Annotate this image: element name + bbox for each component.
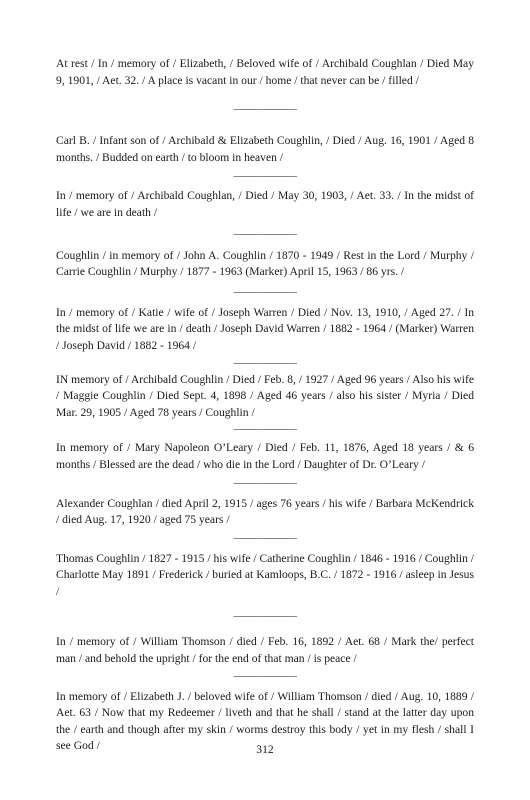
inscription-entry: Alexander Coughlan / died April 2, 1915 / ages 76 years / his wife / Barbara McKendrick / died Aug. 17, 1920 / aged 75 years /: [56, 496, 474, 527]
entry-separator: ——————: [233, 669, 297, 682]
entry-separator: ——————: [233, 531, 297, 544]
inscription-entry: In / memory of / Katie / wife of / Joseph Warren / Died / Nov. 13, 1910, / Aged 27. / In the midst of life we are in / death / Joseph David Warren / 1882 - 1964 / (Marker) Warren / Joseph David / 1882 - 1964 /: [56, 305, 474, 352]
inscription-entry: In / memory of / Archibald Coughlan, / Died / May 30, 1903, / Aet. 33. / In the midst of life / we are in death /: [56, 189, 474, 219]
entry-separator: ——————: [233, 227, 297, 240]
entry-separator: ——————: [233, 170, 297, 183]
entry-separator: ——————: [233, 610, 297, 623]
inscription-entry: In memory of / Elizabeth J. / beloved wife of / William Thomson / died / Aug. 10, 1889 / Aet. 63 / Now that my Redeemer / liveth and that he shall / stand at the latter day upon the / earth and though after my skin / worms destroy this body / yet in my flesh / shall I see God /: [56, 689, 474, 753]
page-number: 312: [256, 743, 274, 756]
inscription-entry: At rest / In / memory of / Elizabeth, / Beloved wife of / Archibald Coughlan / Died May 9, 1901, / Aet. 32. / A place is vacant in our / home / that never can be / filled /: [56, 57, 474, 87]
inscription-entry: IN memory of / Archibald Coughlin / Died / Feb. 8, / 1927 / Aged 96 years / Also his wife / Maggie Coughlin / Died Sept. 4, 1898 / Aged 46 years / also his sister / Myria / Died Mar. 29, 1905 / Aged 78 years / Coughlin /: [56, 372, 474, 419]
inscription-entry: Carl B. / Infant son of / Archibald & Elizabeth Coughlin, / Died / Aug. 16, 1901 / Aged 8 months. / Budded on earth / to bloom in heaven /: [56, 134, 474, 164]
entry-separator: ——————: [233, 476, 297, 489]
entry-separator: ——————: [233, 103, 297, 116]
entry-separator: ——————: [233, 285, 297, 298]
inscription-entry: Coughlin / in memory of / John A. Coughlin / 1870 - 1949 / Rest in the Lord / Murphy / Carrie Coughlin / Murphy / 1877 - 1963 (Marker) April 15, 1963 / 86 yrs. /: [56, 248, 474, 279]
entry-separator: ——————: [233, 356, 297, 369]
inscription-entry: Thomas Coughlin / 1827 - 1915 / his wife / Catherine Coughlin / 1846 - 1916 / Coughlin / Charlotte May 1891 / Frederick / buried at Kamloops, B.C. / 1872 - 1916 / asleep in Jesus /: [56, 551, 474, 598]
document-page: [56, 56, 474, 755]
inscription-entry: In memory of / Mary Napoleon O’Leary / Died / Feb. 11, 1876, Aged 18 years / & 6 months / Blessed are the dead / who die in the Lord / Daughter of Dr. O’Leary /: [56, 441, 474, 471]
inscription-entry: In / memory of / William Thomson / died / Feb. 16, 1892 / Aet. 68 / Mark the/ perfect man / and behold the upright / for the end of that man / is peace /: [56, 635, 474, 666]
entry-separator: ——————: [233, 423, 297, 436]
